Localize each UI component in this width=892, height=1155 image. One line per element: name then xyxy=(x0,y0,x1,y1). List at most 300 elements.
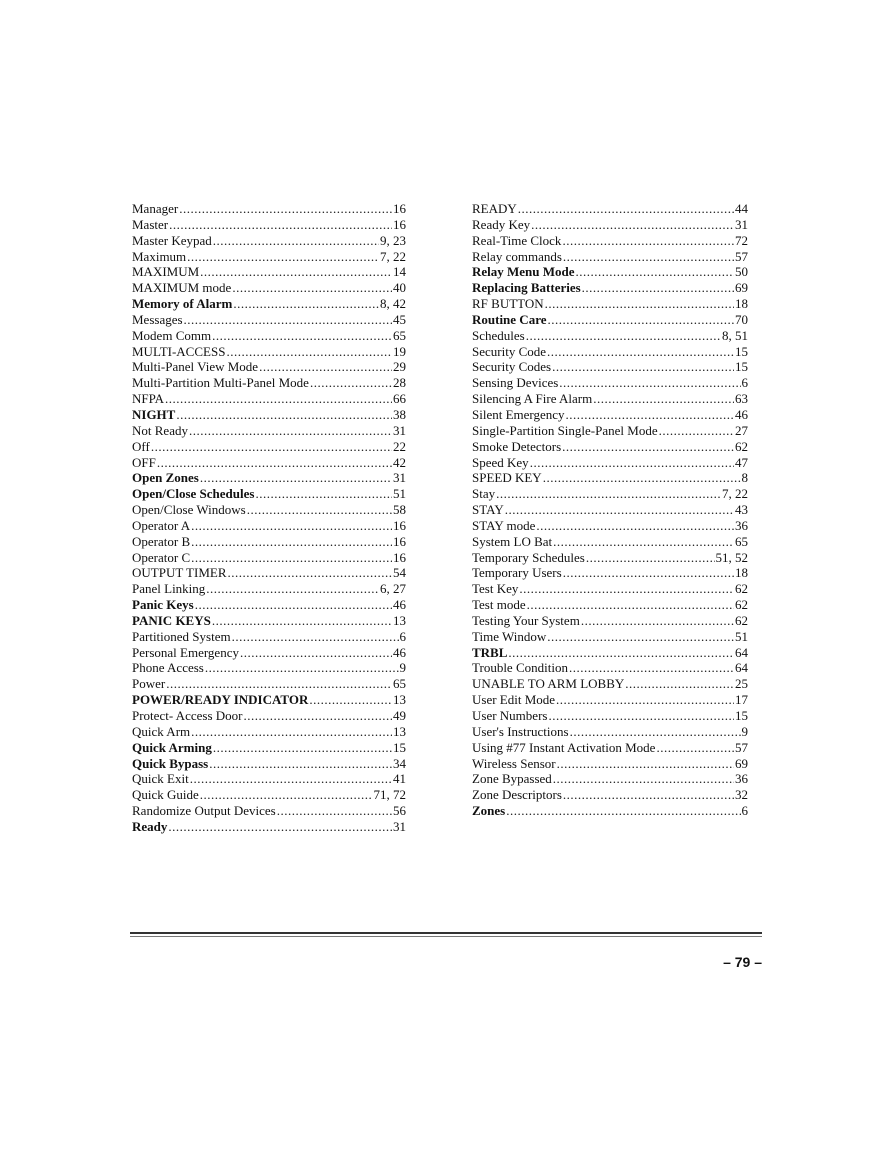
dot-leader xyxy=(562,439,734,455)
index-term: Quick Guide xyxy=(132,787,199,803)
index-pages: 9 xyxy=(399,660,406,676)
index-term: Ready xyxy=(132,818,168,834)
index-term: Open/Close Schedules xyxy=(132,486,255,502)
index-pages: 13 xyxy=(393,723,406,739)
dot-leader xyxy=(582,280,734,296)
index-entry xyxy=(132,660,406,676)
index-term: Manager xyxy=(132,201,179,216)
dot-leader xyxy=(179,201,392,217)
index-pages: 43 xyxy=(735,502,748,518)
index-entry xyxy=(472,660,748,676)
index-entry xyxy=(472,201,748,217)
index-term: Quick Arming xyxy=(132,739,212,755)
dot-leader xyxy=(593,391,734,407)
index-pages: 28 xyxy=(393,375,406,391)
index-entry xyxy=(132,740,406,756)
dot-leader xyxy=(157,455,392,471)
dot-leader xyxy=(496,486,721,502)
index-pages: 16 xyxy=(393,549,406,565)
index-term: Zones xyxy=(472,803,506,819)
dot-leader xyxy=(569,660,734,676)
dot-leader xyxy=(536,518,734,534)
index-pages: 66 xyxy=(393,391,406,407)
dot-leader xyxy=(559,375,740,391)
index-entry xyxy=(472,217,748,233)
dot-leader xyxy=(259,359,392,375)
index-entry xyxy=(472,708,748,724)
dot-leader xyxy=(506,803,740,819)
index-entry xyxy=(132,550,406,566)
index-entry xyxy=(472,470,748,486)
index-term: Temporary Schedules xyxy=(472,549,585,565)
dot-leader xyxy=(233,296,379,312)
index-term: Test mode xyxy=(472,597,526,613)
index-pages: 22 xyxy=(393,438,406,454)
index-entry xyxy=(132,771,406,787)
index-term: MAXIMUM mode xyxy=(132,280,232,296)
index-term: Operator B xyxy=(132,533,191,549)
index-pages: 14 xyxy=(393,264,406,280)
index-entry xyxy=(132,391,406,407)
index-pages: 15 xyxy=(735,343,748,359)
index-pages: 45 xyxy=(393,311,406,327)
index-term: Relay commands xyxy=(472,248,562,264)
dot-leader xyxy=(563,249,734,265)
index-pages: 27 xyxy=(735,422,748,438)
index-pages: 29 xyxy=(393,359,406,375)
index-term: Off xyxy=(132,438,150,454)
dot-leader xyxy=(191,534,392,550)
dot-leader xyxy=(189,423,392,439)
dot-leader xyxy=(557,756,734,772)
index-pages: 72 xyxy=(735,232,748,248)
index-term: Single-Partition Single-Panel Mode xyxy=(472,422,658,438)
index-term: NFPA xyxy=(132,391,165,407)
index-pages: 16 xyxy=(393,517,406,533)
dot-leader xyxy=(548,312,734,328)
index-entry xyxy=(472,280,748,296)
index-pages: 56 xyxy=(393,803,406,819)
index-entry xyxy=(472,249,748,265)
index-term: RF BUTTON xyxy=(472,296,544,312)
index-term: Silent Emergency xyxy=(472,406,565,422)
index-pages: 69 xyxy=(735,755,748,771)
index-term: Phone Access xyxy=(132,660,204,676)
index-entry xyxy=(132,676,406,692)
dot-leader xyxy=(553,771,734,787)
dot-leader xyxy=(213,740,392,756)
index-entry xyxy=(472,724,748,740)
index-entry xyxy=(132,264,406,280)
dot-leader xyxy=(195,597,392,613)
index-term: Panel Linking xyxy=(132,581,206,597)
index-term: Time Window xyxy=(472,628,547,644)
index-pages: 32 xyxy=(735,787,748,803)
index-pages: 17 xyxy=(735,692,748,708)
dot-leader xyxy=(209,756,392,772)
dot-leader xyxy=(518,201,734,217)
index-entry xyxy=(472,423,748,439)
index-pages: 58 xyxy=(393,502,406,518)
dot-leader xyxy=(552,359,734,375)
index-term: OUTPUT TIMER xyxy=(132,565,227,581)
index-pages: 46 xyxy=(393,644,406,660)
index-entry xyxy=(472,312,748,328)
index-pages: 6 xyxy=(741,803,748,819)
index-entry xyxy=(132,819,406,835)
index-pages: 64 xyxy=(735,660,748,676)
index-entry xyxy=(472,629,748,645)
index-pages: 18 xyxy=(735,565,748,581)
dot-leader xyxy=(625,676,734,692)
dot-leader xyxy=(543,470,741,486)
index-term: Zone Descriptors xyxy=(472,787,562,803)
index-term: Security Codes xyxy=(472,359,552,375)
index-entry xyxy=(472,597,748,613)
index-term: Zone Bypassed xyxy=(472,771,552,787)
index-term: Trouble Condition xyxy=(472,660,568,676)
index-entry xyxy=(132,518,406,534)
index-entry xyxy=(472,439,748,455)
index-pages: 70 xyxy=(735,311,748,327)
index-term: Temporary Users xyxy=(472,565,562,581)
dot-leader xyxy=(566,407,734,423)
index-pages: 13 xyxy=(393,612,406,628)
dot-leader xyxy=(530,455,734,471)
index-entry xyxy=(132,455,406,471)
index-pages: 25 xyxy=(735,676,748,692)
index-pages: 44 xyxy=(735,201,748,216)
index-entry xyxy=(132,724,406,740)
dot-leader xyxy=(200,264,392,280)
dot-leader xyxy=(169,217,392,233)
index-entry xyxy=(132,787,406,803)
index-term: Protect- Access Door xyxy=(132,708,243,723)
index-term: NIGHT xyxy=(132,406,176,422)
index-entry xyxy=(132,375,406,391)
index-entry xyxy=(472,391,748,407)
index-term: Multi-Panel View Mode xyxy=(132,359,259,375)
index-pages: 46 xyxy=(393,597,406,613)
index-term: PANIC KEYS xyxy=(132,612,211,628)
dot-leader xyxy=(176,407,392,423)
index-entry xyxy=(472,344,748,360)
dot-leader xyxy=(519,581,734,597)
index-term: Panic Keys xyxy=(132,597,194,613)
dot-leader xyxy=(547,629,734,645)
index-term: Real-Time Clock xyxy=(472,232,562,248)
index-term: Master xyxy=(132,216,169,232)
index-term: MULTI-ACCESS xyxy=(132,343,226,359)
index-pages: 16 xyxy=(393,216,406,232)
dot-leader xyxy=(232,280,392,296)
index-entry xyxy=(132,201,406,217)
footer-rule-thin xyxy=(130,936,762,937)
index-entry xyxy=(132,692,406,708)
index-term: Operator A xyxy=(132,517,191,533)
index-entry xyxy=(132,486,406,502)
dot-leader xyxy=(586,550,715,566)
index-pages: 51 xyxy=(393,486,406,502)
index-term: Maximum xyxy=(132,248,187,264)
dot-leader xyxy=(531,217,734,233)
index-term: Replacing Batteries xyxy=(472,280,581,296)
index-entry xyxy=(472,407,748,423)
index-entry xyxy=(132,359,406,375)
index-pages: 65 xyxy=(393,676,406,692)
index-entry xyxy=(472,328,748,344)
dot-leader xyxy=(191,550,392,566)
dot-leader xyxy=(659,423,734,439)
index-entry xyxy=(472,771,748,787)
index-entry xyxy=(132,565,406,581)
dot-leader xyxy=(547,344,734,360)
index-term: SPEED KEY xyxy=(472,470,542,486)
index-pages: 41 xyxy=(393,771,406,787)
dot-leader xyxy=(213,233,379,249)
index-entry xyxy=(472,740,748,756)
page-number: – 79 – xyxy=(723,954,762,970)
index-pages: 54 xyxy=(393,565,406,581)
index-entry xyxy=(132,407,406,423)
index-entry xyxy=(132,217,406,233)
index-term: User's Instructions xyxy=(472,723,569,739)
dot-leader xyxy=(548,708,734,724)
index-entry xyxy=(132,249,406,265)
index-term: Ready Key xyxy=(472,216,531,232)
dot-leader xyxy=(166,676,392,692)
footer-rule xyxy=(130,932,762,934)
dot-leader xyxy=(206,581,379,597)
index-pages: 8, 42 xyxy=(380,296,406,312)
index-entry xyxy=(472,581,748,597)
index-pages: 31 xyxy=(735,216,748,232)
index-entry xyxy=(472,375,748,391)
index-entry xyxy=(472,518,748,534)
index-term: Stay xyxy=(472,486,496,502)
index-term: Relay Menu Mode xyxy=(472,264,575,280)
index-pages: 13 xyxy=(393,692,406,708)
index-pages: 57 xyxy=(735,739,748,755)
index-pages: 71, 72 xyxy=(373,787,406,803)
index-pages: 47 xyxy=(735,454,748,470)
index-column-right xyxy=(472,201,748,819)
index-term: Testing Your System xyxy=(472,612,580,628)
dot-leader xyxy=(200,787,373,803)
dot-leader xyxy=(570,724,741,740)
index-term: Using #77 Instant Activation Mode xyxy=(472,739,656,755)
index-term: STAY xyxy=(472,502,504,518)
index-pages: 8 xyxy=(741,470,748,486)
index-entry xyxy=(472,486,748,502)
index-term: Modem Comm xyxy=(132,327,212,343)
index-term: Silencing A Fire Alarm xyxy=(472,391,593,407)
dot-leader xyxy=(165,391,392,407)
index-pages: 7, 22 xyxy=(380,248,406,264)
index-pages: 40 xyxy=(393,280,406,296)
index-term: Not Ready xyxy=(132,422,188,438)
index-pages: 18 xyxy=(735,296,748,312)
index-term: Schedules xyxy=(472,327,525,343)
dot-leader xyxy=(553,534,734,550)
index-pages: 62 xyxy=(735,597,748,613)
index-term: Wireless Sensor xyxy=(472,755,556,771)
dot-leader xyxy=(277,803,392,819)
dot-leader xyxy=(232,629,399,645)
index-entry xyxy=(472,676,748,692)
index-term: User Edit Mode xyxy=(472,692,556,708)
dot-leader xyxy=(191,724,392,740)
index-entry xyxy=(472,756,748,772)
index-pages: 31 xyxy=(393,470,406,486)
index-term: Memory of Alarm xyxy=(132,296,233,312)
index-entry xyxy=(472,455,748,471)
index-term: Multi-Partition Multi-Panel Mode xyxy=(132,375,309,391)
index-term: Personal Emergency xyxy=(132,644,239,660)
index-pages: 62 xyxy=(735,581,748,597)
dot-leader xyxy=(563,787,734,803)
dot-leader xyxy=(556,692,734,708)
index-entry xyxy=(472,613,748,629)
index-pages: 6 xyxy=(741,375,748,391)
index-term: Master Keypad xyxy=(132,232,212,248)
dot-leader xyxy=(191,518,392,534)
index-term: POWER/READY INDICATOR xyxy=(132,692,309,708)
dot-leader xyxy=(190,771,392,787)
index-pages: 49 xyxy=(393,708,406,723)
index-term: Open/Close Windows xyxy=(132,502,246,518)
index-pages: 65 xyxy=(735,533,748,549)
dot-leader xyxy=(310,375,392,391)
index-pages: 9 xyxy=(741,723,748,739)
index-term: User Numbers xyxy=(472,708,548,723)
index-entry xyxy=(132,708,406,724)
index-entry xyxy=(132,756,406,772)
index-pages: 16 xyxy=(393,533,406,549)
index-term: Routine Care xyxy=(472,311,547,327)
index-pages: 15 xyxy=(393,739,406,755)
index-pages: 51 xyxy=(735,628,748,644)
index-term: Open Zones xyxy=(132,470,199,486)
index-entry xyxy=(472,296,748,312)
index-entry xyxy=(472,787,748,803)
index-entry xyxy=(132,803,406,819)
index-entry xyxy=(472,645,748,661)
index-term: Messages xyxy=(132,311,183,327)
index-term: READY xyxy=(472,201,517,216)
index-pages: 6 xyxy=(399,628,406,644)
dot-leader xyxy=(508,645,734,661)
index-term: Power xyxy=(132,676,166,692)
index-entry xyxy=(472,264,748,280)
dot-leader xyxy=(212,328,392,344)
index-pages: 42 xyxy=(393,454,406,470)
index-pages: 34 xyxy=(393,755,406,771)
index-pages: 63 xyxy=(735,391,748,407)
dot-leader xyxy=(168,819,392,835)
index-entry xyxy=(132,613,406,629)
index-term: Sensing Devices xyxy=(472,375,559,391)
index-entry xyxy=(472,502,748,518)
index-pages: 16 xyxy=(393,201,406,216)
index-pages: 65 xyxy=(393,327,406,343)
index-term: Quick Exit xyxy=(132,771,189,787)
index-term: Test Key xyxy=(472,581,519,597)
dot-leader xyxy=(309,692,392,708)
dot-leader xyxy=(212,613,392,629)
index-term: OFF xyxy=(132,454,156,470)
index-pages: 8, 51 xyxy=(722,327,748,343)
index-pages: 51, 52 xyxy=(715,549,748,565)
index-entry xyxy=(472,692,748,708)
index-pages: 46 xyxy=(735,406,748,422)
dot-leader xyxy=(563,565,734,581)
index-pages: 15 xyxy=(735,708,748,723)
index-column-left xyxy=(132,201,406,835)
index-pages: 31 xyxy=(393,422,406,438)
index-entry xyxy=(132,502,406,518)
index-pages: 69 xyxy=(735,280,748,296)
index-term: Operator C xyxy=(132,549,191,565)
index-pages: 36 xyxy=(735,517,748,533)
index-entry xyxy=(132,439,406,455)
dot-leader xyxy=(205,660,399,676)
index-entry xyxy=(132,312,406,328)
dot-leader xyxy=(505,502,734,518)
index-term: Quick Arm xyxy=(132,723,191,739)
index-pages: 31 xyxy=(393,818,406,834)
dot-leader xyxy=(545,296,734,312)
index-entry xyxy=(132,296,406,312)
index-pages: 38 xyxy=(393,406,406,422)
index-entry xyxy=(472,565,748,581)
dot-leader xyxy=(243,708,392,724)
dot-leader xyxy=(562,233,734,249)
index-entry xyxy=(132,470,406,486)
dot-leader xyxy=(255,486,392,502)
dot-leader xyxy=(228,565,393,581)
index-term: System LO Bat xyxy=(472,533,553,549)
index-pages: 50 xyxy=(735,264,748,280)
index-pages: 6, 27 xyxy=(380,581,406,597)
index-entry xyxy=(132,423,406,439)
index-entry xyxy=(132,344,406,360)
index-entry xyxy=(132,581,406,597)
index-entry xyxy=(132,280,406,296)
index-entry xyxy=(132,328,406,344)
index-term: Security Code xyxy=(472,343,547,359)
dot-leader xyxy=(240,645,392,661)
index-pages: 19 xyxy=(393,343,406,359)
index-entry xyxy=(132,534,406,550)
index-pages: 64 xyxy=(735,644,748,660)
index-term: Smoke Detectors xyxy=(472,438,562,454)
index-entry xyxy=(472,534,748,550)
index-entry xyxy=(132,233,406,249)
index-term: Quick Bypass xyxy=(132,755,209,771)
dot-leader xyxy=(184,312,392,328)
index-term: STAY mode xyxy=(472,517,536,533)
dot-leader xyxy=(527,597,734,613)
index-entry xyxy=(132,597,406,613)
index-pages: 9, 23 xyxy=(380,232,406,248)
index-term: Randomize Output Devices xyxy=(132,803,276,819)
index-pages: 7, 22 xyxy=(722,486,748,502)
index-term: Partitioned System xyxy=(132,628,231,644)
index-pages: 62 xyxy=(735,438,748,454)
index-term: TRBL xyxy=(472,644,508,660)
index-pages: 62 xyxy=(735,612,748,628)
